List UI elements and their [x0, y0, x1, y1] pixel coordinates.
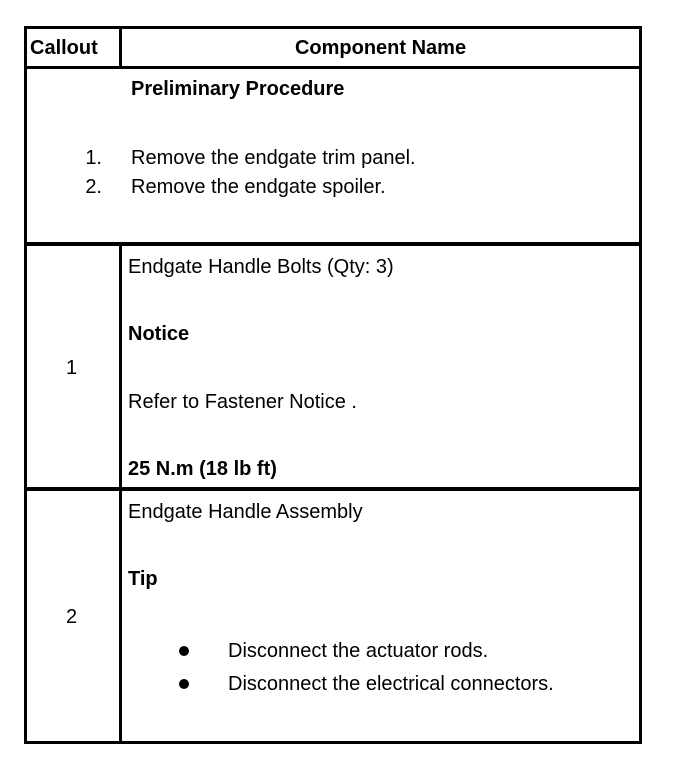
- column-divider-body: [119, 244, 122, 744]
- row-separator-callout-1: [24, 487, 642, 491]
- preliminary-step-number: 1.: [85, 147, 102, 169]
- bullet-icon: [179, 646, 189, 656]
- component-name: Endgate Handle Assembly: [128, 501, 363, 523]
- notice-label: Notice: [128, 323, 190, 345]
- table-border-bottom: [24, 741, 642, 744]
- tip-item: Disconnect the actuator rods.: [228, 640, 489, 662]
- torque-spec: 25 N.m (18 lb ft): [128, 458, 277, 480]
- preliminary-step-number: 2.: [85, 176, 102, 198]
- notice-text: Refer to Fastener Notice .: [128, 391, 357, 413]
- row-separator-preliminary: [24, 242, 642, 246]
- component-name: Endgate Handle Bolts (Qty: 3): [128, 256, 394, 278]
- table-border-left: [24, 26, 27, 744]
- tip-label: Tip: [128, 568, 158, 590]
- bullet-icon: [179, 679, 189, 689]
- callout-number: 1: [65, 357, 78, 379]
- row-separator-header: [24, 66, 642, 69]
- table-border-right: [639, 26, 642, 744]
- table-border-top: [24, 26, 642, 29]
- tip-item: Disconnect the electrical connectors.: [228, 673, 554, 695]
- header-callout: Callout: [30, 37, 98, 59]
- callout-number: 2: [65, 606, 78, 628]
- procedure-table: [24, 26, 642, 744]
- preliminary-step-text: Remove the endgate spoiler.: [131, 176, 386, 198]
- preliminary-step-text: Remove the endgate trim panel.: [131, 147, 416, 169]
- preliminary-title: Preliminary Procedure: [131, 78, 345, 100]
- header-component-name: Component Name: [294, 37, 467, 59]
